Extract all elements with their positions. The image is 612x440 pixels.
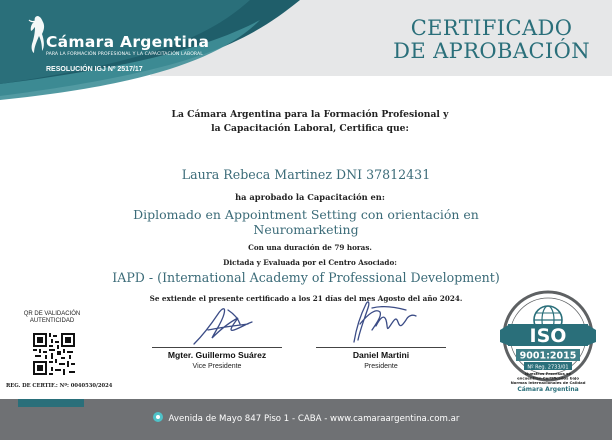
intro-text xyxy=(150,108,470,136)
intro-line2: la Capacitación Laboral, Certifica que: xyxy=(211,123,409,134)
footer-address-text[interactable]: Avenida de Mayo 847 Piso 1 - CABA - www.camaraargentina.com.ar xyxy=(168,414,460,424)
certificate-title-line2: DE APROBACIÓN xyxy=(393,39,590,63)
signature-2-role: Presidente xyxy=(364,363,398,370)
qr-label-line1: QR DE VALIDACIÓN xyxy=(23,311,81,317)
signature-1-line xyxy=(152,347,282,348)
iso-org: Cámara Argentina xyxy=(517,386,579,393)
course-title xyxy=(110,207,502,237)
footer-accent xyxy=(18,399,84,407)
org-resolution: RESOLUCIÓN IGJ Nº 2517/17 xyxy=(46,66,143,73)
signature-2-name: Daniel Martini xyxy=(352,350,410,360)
iso-certification-seal xyxy=(496,290,600,394)
issue-date-text: Se extiende el presente certificado a los 21 días del mes Agosto del año 2024. xyxy=(149,294,463,303)
signature-1-image xyxy=(188,300,260,348)
signature-2-image xyxy=(346,296,420,346)
org-name: Cámara Argentina xyxy=(46,33,210,51)
duration-text: Con una duración de 79 horas. xyxy=(248,243,372,252)
associate-label: Dictada y Evaluada por el Centro Asociado: xyxy=(223,258,397,267)
course-title-line1: Diplomado en Appointment Setting con orientación en xyxy=(133,207,479,222)
qr-code-icon[interactable] xyxy=(33,333,75,375)
certificate-title-line1: CERTIFICADO xyxy=(410,16,573,40)
recipient-name: Laura Rebeca Martinez DNI 37812431 xyxy=(181,167,431,182)
iso-note-line3: Normas Internacionales de Calidad xyxy=(510,380,586,385)
signature-1-role: Vice Presidente xyxy=(192,363,242,370)
qr-label xyxy=(20,311,84,325)
iso-standard: 9001:2015 xyxy=(519,350,577,362)
org-tagline: PARA LA FORMACIÓN PROFESIONAL Y LA CAPACITACIÓN LABORAL xyxy=(46,52,203,57)
certificate-registration-number: REG. DE CERTIF.: Nº: 0040530/2024 xyxy=(6,383,113,389)
signature-2-line xyxy=(316,347,446,348)
iso-note-line2: encuentran Certificados bajo xyxy=(517,375,579,381)
intro-line1: La Cámara Argentina para la Formación Profesional y xyxy=(171,109,449,120)
signature-1-name: Mgter. Guillermo Suárez xyxy=(167,350,267,360)
certificate-title xyxy=(393,17,590,63)
org-logo-figure-icon xyxy=(26,14,48,54)
approved-text: ha aprobado la Capacitación en: xyxy=(235,192,385,202)
associate-center: IAPD - (International Academy of Professional Development) xyxy=(112,270,500,285)
iso-note-line1: Nuestros Procesos se xyxy=(525,371,571,376)
iso-text: ISO xyxy=(529,325,567,347)
footer-address xyxy=(0,412,612,424)
course-title-line2: Neuromarketing xyxy=(253,222,359,237)
location-pin-icon xyxy=(153,412,163,422)
iso-reg: Nº Reg. 2733/01 xyxy=(527,364,569,371)
qr-label-line2: AUTENTICIDAD xyxy=(29,318,75,324)
